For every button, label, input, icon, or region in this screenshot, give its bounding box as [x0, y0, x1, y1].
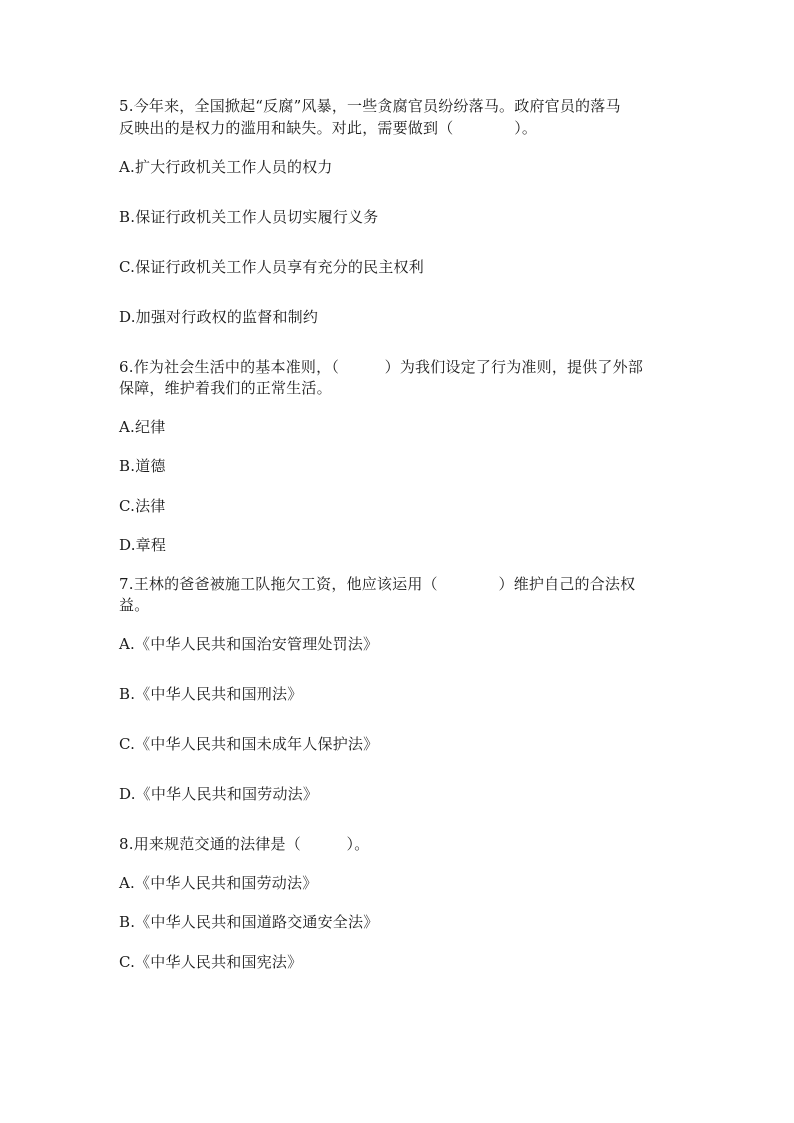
- question-5-option-a: A.扩大行政机关工作人员的权力: [119, 158, 333, 176]
- question-7-stem-line-1: 7.王林的爸爸被施工队拖欠工资，他应该运用（ ）维护自己的合法权: [119, 575, 636, 593]
- question-8-option-c: C.《中华人民共和国宪法》: [119, 953, 303, 971]
- question-5-option-d: D.加强对行政权的监督和制约: [119, 308, 319, 326]
- question-6-option-c: C.法律: [119, 497, 166, 515]
- question-8-stem-line-1: 8.用来规范交通的法律是（ ）。: [119, 835, 370, 853]
- question-6-stem-line-2: 保障，维护着我们的正常生活。: [119, 379, 332, 397]
- question-7-option-a: A.《中华人民共和国治安管理处罚法》: [119, 635, 379, 653]
- question-5-stem-line-2: 反映出的是权力的滥用和缺失。对此，需要做到（ ）。: [119, 119, 538, 137]
- question-6-stem-line-1: 6.作为社会生活中的基本准则，（ ）为我们设定了行为准则，提供了外部: [119, 358, 644, 376]
- question-5-option-b: B.保证行政机关工作人员切实履行义务: [119, 208, 379, 226]
- question-8-option-b: B.《中华人民共和国道路交通安全法》: [119, 913, 379, 931]
- question-6-option-b: B.道德: [119, 457, 166, 475]
- question-5-stem-line-1: 5.今年来，全国掀起“反腐”风暴，一些贪腐官员纷纷落马。政府官员的落马: [119, 97, 621, 115]
- question-7-option-c: C.《中华人民共和国未成年人保护法》: [119, 735, 379, 753]
- question-7-stem-line-2: 益。: [119, 596, 150, 614]
- question-5-option-c: C.保证行政机关工作人员享有充分的民主权利: [119, 258, 424, 276]
- question-7-option-d: D.《中华人民共和国劳动法》: [119, 785, 319, 803]
- question-6-option-a: A.纪律: [119, 418, 166, 436]
- question-7-option-b: B.《中华人民共和国刑法》: [119, 685, 303, 703]
- question-8-option-a: A.《中华人民共和国劳动法》: [119, 874, 318, 892]
- question-6-option-d: D.章程: [119, 536, 167, 554]
